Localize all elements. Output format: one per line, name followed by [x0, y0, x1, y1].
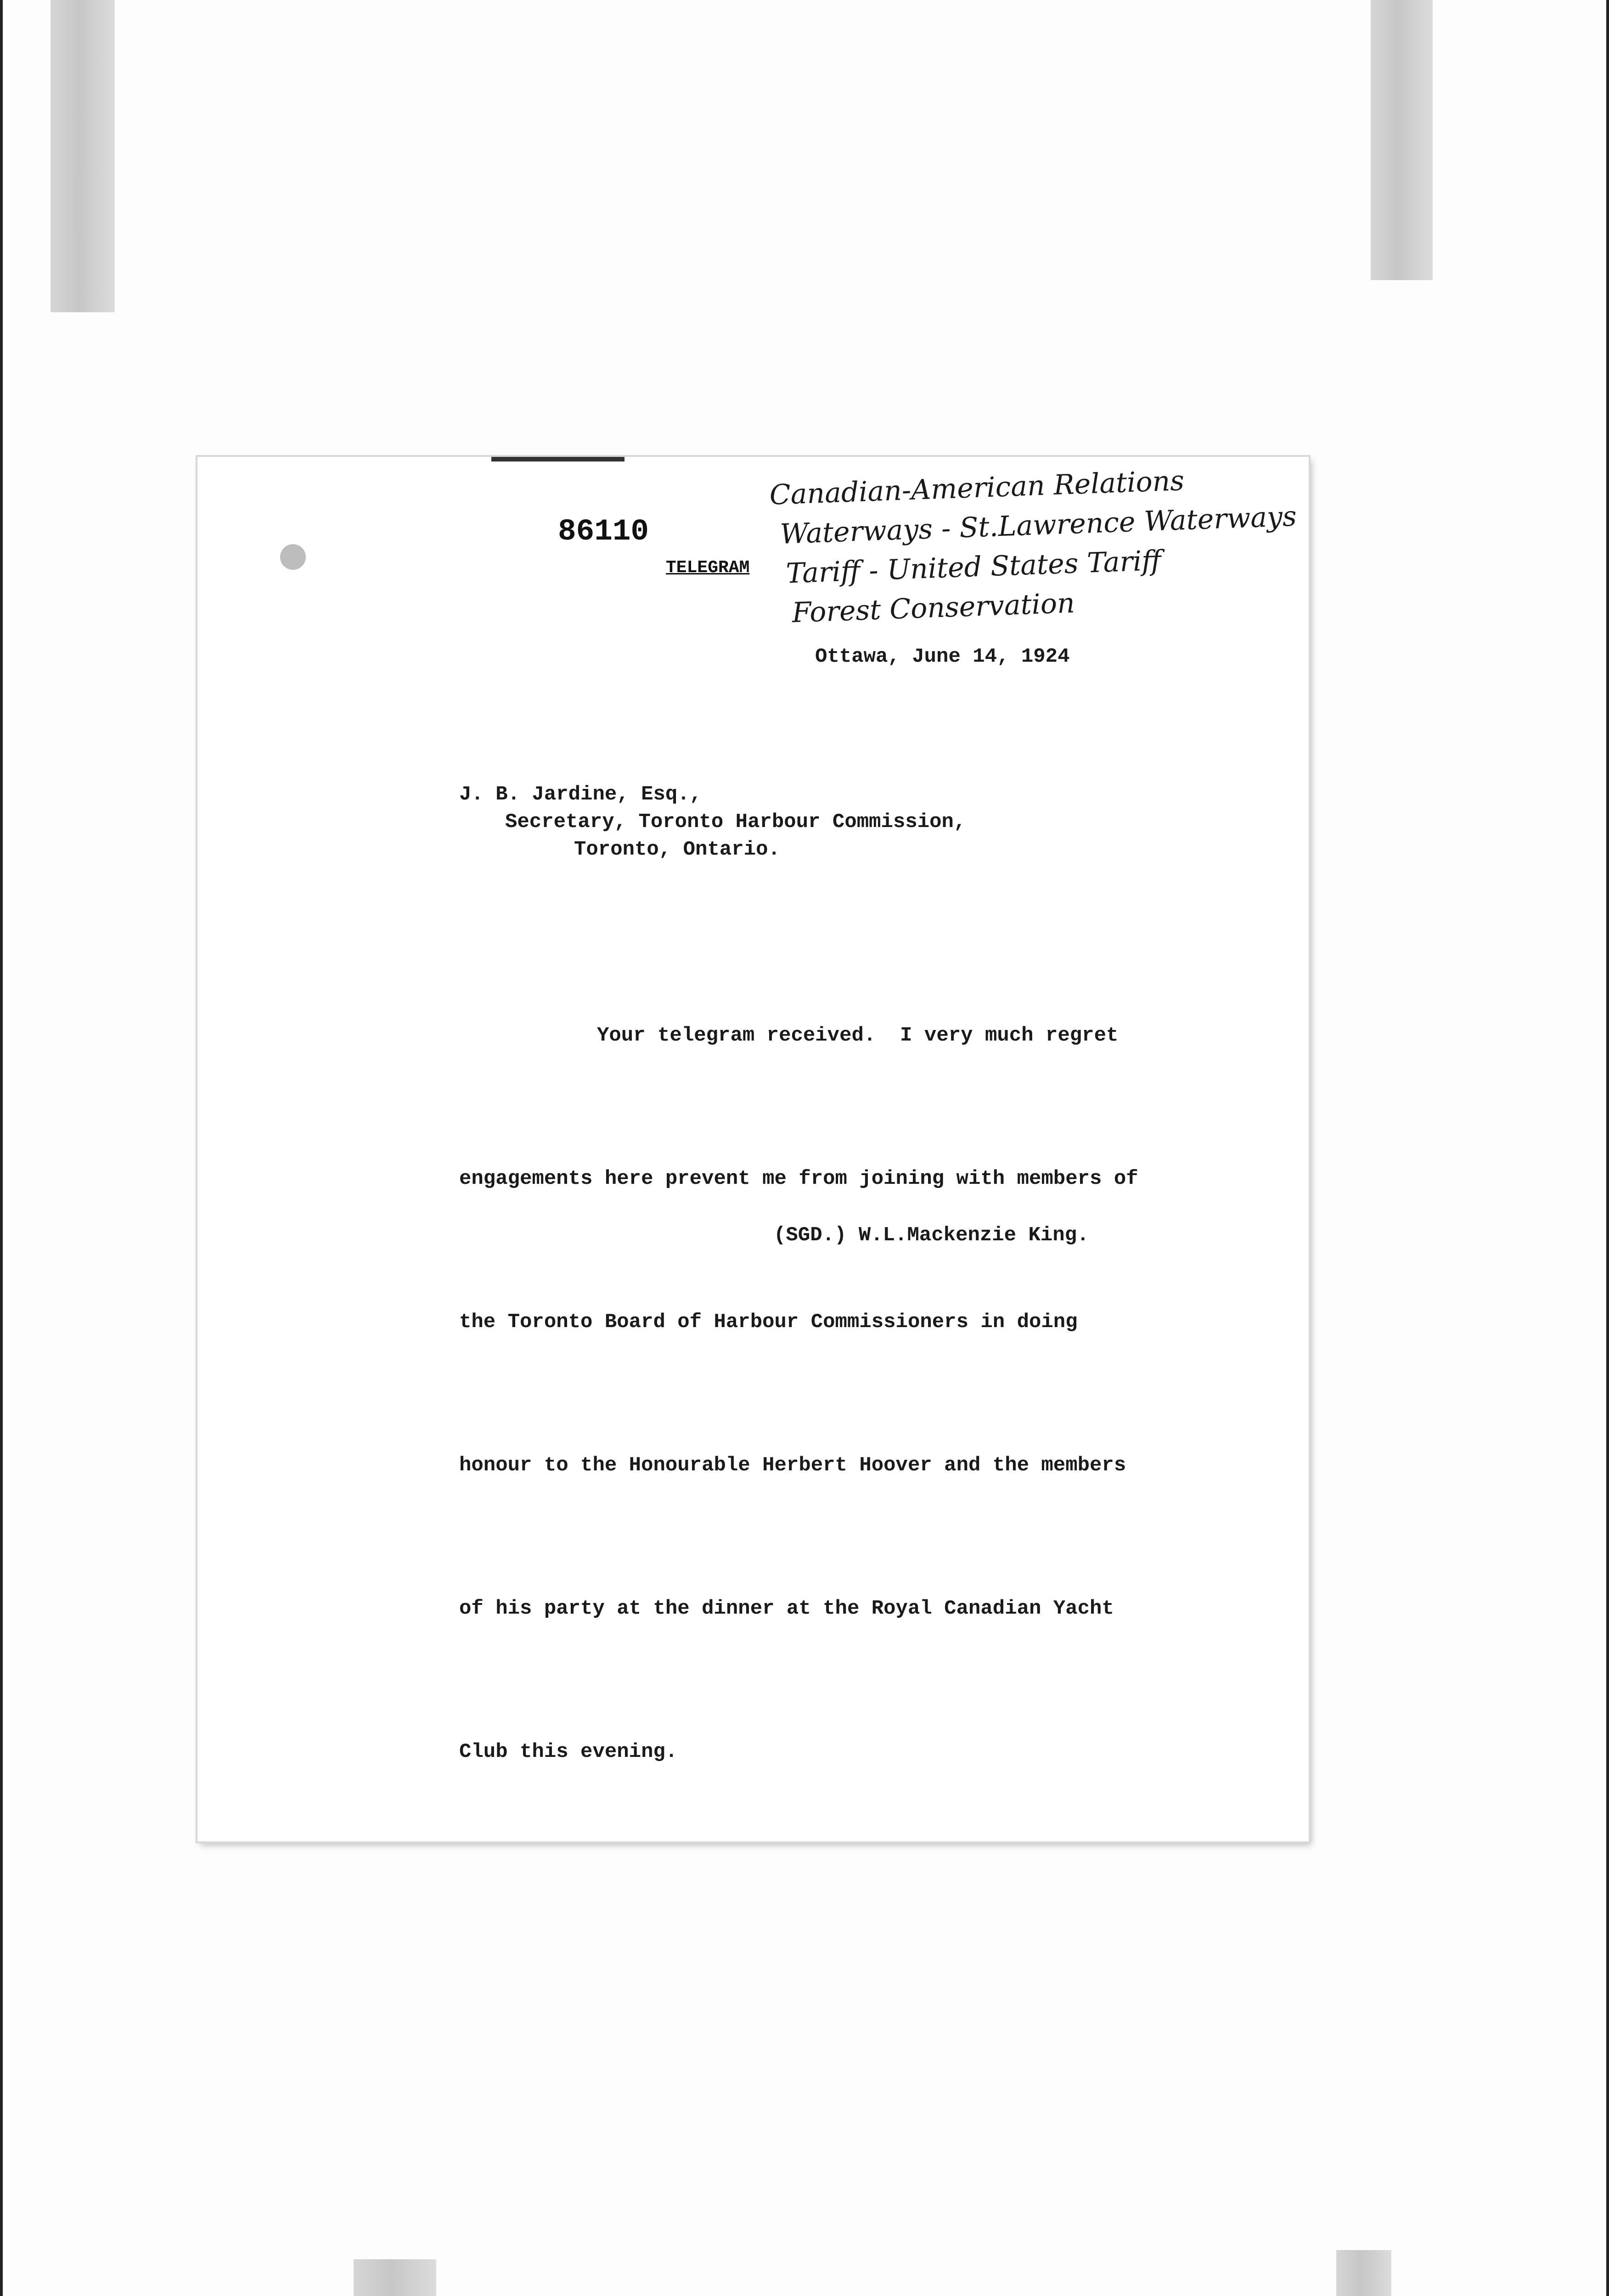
body-line: engagements here prevent me from joining with members of — [459, 1167, 1138, 1190]
addressee-title: Secretary, Toronto Harbour Commission, — [505, 810, 966, 833]
addressee-location: Toronto, Ontario. — [574, 838, 780, 861]
addressee-name: J. B. Jardine, Esq., — [459, 783, 702, 806]
handwritten-note: Tariff - United States Tariff — [785, 544, 1162, 590]
frame-edge-left — [0, 0, 3, 2296]
body-line: the Toronto Board of Harbour Commissioners in doing — [459, 1311, 1078, 1334]
handwritten-subject-notes — [769, 457, 1311, 634]
handwritten-note: Forest Conservation — [791, 587, 1075, 629]
frame-edge-right — [1606, 0, 1609, 2296]
document-number: 86110 — [558, 514, 649, 549]
body-line: Your telegram received. I very much regret — [597, 1024, 1119, 1047]
signature-line: (SGD.) W.L.Mackenzie King. — [774, 1224, 1089, 1247]
telegram-sheet — [197, 457, 1309, 1841]
mounting-tape-top-left — [51, 0, 115, 312]
sheet-top-mark — [491, 457, 624, 461]
body-line: Club this evening. — [459, 1740, 678, 1763]
body-line: honour to the Honourable Herbert Hoover and the members — [459, 1454, 1126, 1477]
date-line: Ottawa, June 14, 1924 — [815, 645, 1070, 668]
handwritten-note: Canadian-American Relations — [769, 464, 1185, 512]
handwritten-note: Waterways - St.Lawrence Waterways — [779, 500, 1297, 551]
mounting-tape-top-right — [1371, 0, 1433, 280]
telegram-body — [459, 916, 1332, 1871]
mounting-tape-bottom-right — [1336, 2250, 1391, 2296]
mounting-tape-bottom-left — [354, 2259, 436, 2296]
document-type-label: TELEGRAM — [666, 558, 750, 578]
body-line: of his party at the dinner at the Royal Canadian Yacht — [459, 1597, 1114, 1620]
punch-hole — [280, 544, 306, 570]
